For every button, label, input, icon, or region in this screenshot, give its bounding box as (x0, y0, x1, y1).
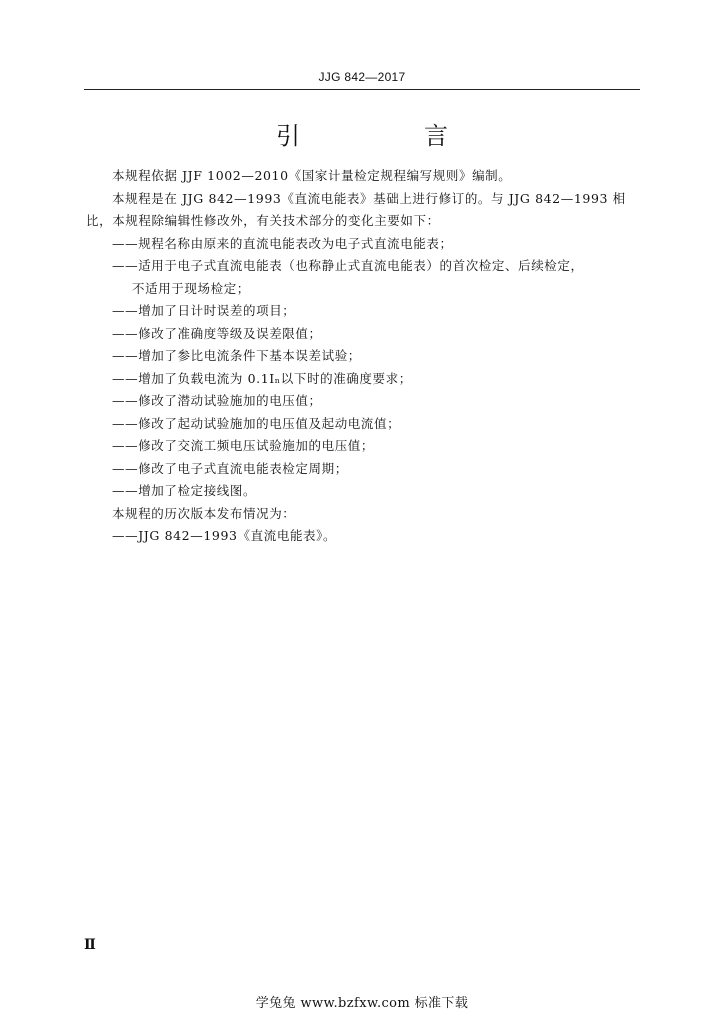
paragraph-revision: 本规程是在 JJG 842—1993《直流电能表》基础上进行修订的。与 JJG 842—1993 相比，本规程除编辑性修改外，有关技术部分的变化主要如下： (86, 190, 626, 228)
list-item-continuation: 不适用于现场检定； (132, 280, 250, 296)
list-item: ——增加了负载电流为 0.1Iₙ以下时的准确度要求； (112, 370, 412, 386)
list-item: ——增加了参比电流条件下基本误差试验； (112, 348, 361, 363)
list-item: ——JJG 842—1993《直流电能表》。 (112, 528, 337, 543)
list-item: ——修改了潜动试验施加的电压值； (112, 393, 322, 408)
header-standard-code: JJG 842—2017 (318, 70, 406, 84)
header-divider (84, 89, 640, 90)
body-text (86, 165, 642, 548)
footer-watermark-text: 学兔兔 www.bzfxw.com 标准下载 (255, 996, 469, 1011)
list-item: ——适用于电子式直流电能表（也称静止式直流电能表）的首次检定、后续检定， (112, 258, 584, 273)
paragraph-history: 本规程的历次版本发布情况为： (112, 505, 296, 521)
list-item: ——增加了日计时误差的项目； (112, 303, 296, 318)
list-item: ——修改了准确度等级及误差限值； (112, 325, 322, 341)
list-item: ——修改了电子式直流电能表检定周期； (112, 460, 348, 476)
page-title: 引 言 (276, 122, 498, 150)
page-number: Ⅱ (84, 937, 96, 953)
list-item: ——增加了检定接线图。 (112, 483, 257, 498)
paragraph-basis: 本规程依据 JJF 1002—2010《国家计量检定规程编写规则》编制。 (112, 168, 512, 183)
list-item: ——修改了交流工频电压试验施加的电压值； (112, 438, 375, 453)
list-item: ——修改了起动试验施加的电压值及起动电流值； (112, 415, 401, 431)
list-item: ——规程名称由原来的直流电能表改为电子式直流电能表； (112, 235, 453, 251)
